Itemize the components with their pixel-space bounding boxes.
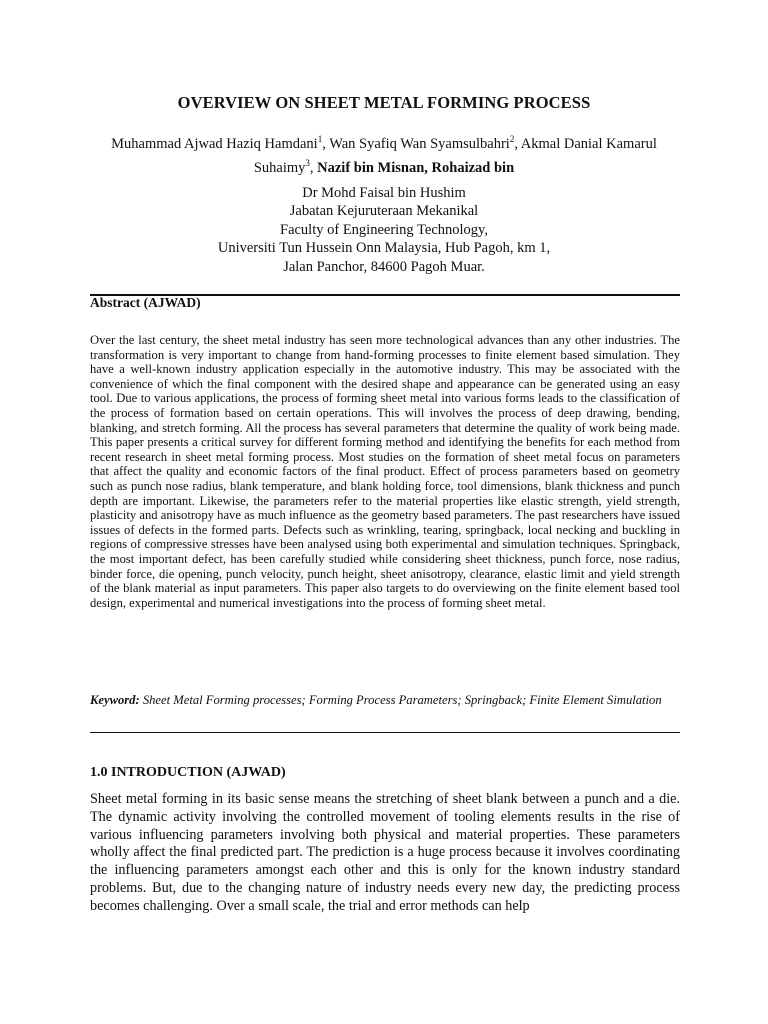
keyword-list: Sheet Metal Forming processes; Forming Process Parameters; Springback; Finite Element Simulation bbox=[139, 693, 662, 707]
faculty-name: Faculty of Engineering Technology, bbox=[280, 221, 488, 238]
paper-title: OVERVIEW ON SHEET METAL FORMING PROCESS bbox=[177, 93, 591, 112]
author-bold-names: Nazif bin Misnan, Rohaizad bin bbox=[317, 159, 515, 176]
affiliation-block bbox=[0, 184, 768, 276]
author-2: , Wan Syafiq Wan Syamsulbahri bbox=[322, 135, 510, 152]
keywords-line bbox=[90, 692, 680, 708]
supervisor-name: Dr Mohd Faisal bin Hushim bbox=[302, 185, 466, 201]
abstract-heading: Abstract (AJWAD) bbox=[90, 295, 201, 310]
author-1-affil-mark: 1 bbox=[317, 134, 323, 144]
keyword-label: Keyword: bbox=[90, 693, 140, 707]
author-2-affil-mark: 2 bbox=[509, 134, 515, 144]
abstract-body: Over the last century, the sheet metal industry has seen more technological advances than any other industries. The transformation is very important to change from hand-forming processes to finite element based simulation. They have a well-known industry application especially in the automotive industry. This may be associated with the convenience of which the final component with the desired shape and appearance can be generated using an easy tool. Due to various applications, the process of forming sheet metal into various forms leads to the classification of the process of formation based on certain operations. This will involves the process of deep drawing, bending, blanking, and stretch forming. All the process has several parameters that determine the quality of work being made. This paper presents a critical survey for different forming method and identifying the benefits for each method from recent research in sheet metal forming process. Most studies on the formation of sheet metal focus on parameters that affect the quality and economic factors of the final product. Effect of process parameters based on geometry such as punch nose radius, blank temperature, and blank holding force, tool dimensions, blank thickness and punch depth are important. Likewise, the parameters refer to the material properties like elastic strength, yield strength, plasticity and anisotropy have as much influence as the geometry based parameters. The past researchers have issued issues of defects in the formed parts. Defects such as wrinkling, tearing, springback, local necking and buckling in regions of compressive stresses have been analysed using both experimental and simulation techniques. Springback, the most important defect, has been carefully studied while considering sheet thickness, punch force, nose radius, binder force, die opening, punch velocity, punch height, sheet anisotropy, clearance, elastic limit and yield strength of the blank material as input parameters. This paper also targets to do overviewing on the finite element based tool design, experimental and numerical investigations into the process of forming sheet metal. bbox=[90, 333, 680, 610]
introduction-heading: 1.0 INTRODUCTION (AJWAD) bbox=[90, 765, 286, 780]
author-1: Muhammad Ajwad Haziq Hamdani bbox=[111, 135, 318, 152]
author-3-affil-mark: 3 bbox=[305, 157, 310, 168]
abstract-bottom-divider bbox=[90, 732, 680, 733]
postal-address: Jalan Panchor, 84600 Pagoh Muar. bbox=[283, 258, 485, 275]
introduction-body: Sheet metal forming in its basic sense means the stretching of sheet blank between a punch and a die. The dynamic activity involving the controlled movement of tooling elements results in the rise of various influencing parameters involving both physical and material properties. These parameters wholly affect the final predicted part. The prediction is a huge process because it involves coordinating the influencing parameters amongst each other and this is only for the known industry standard problems. But, due to the changing nature of industry needs every new day, the predicting process becomes challenging. Over a small scale, the trial and error methods can help bbox=[90, 791, 680, 914]
author-separator: , bbox=[309, 159, 318, 176]
author-3: , Akmal Danial Kamarul Suhaimy bbox=[253, 135, 657, 176]
department-name: Jabatan Kejuruteraan Mekanikal bbox=[289, 203, 479, 220]
university-address: Universiti Tun Hussein Onn Malaysia, Hub Pagoh, km 1, bbox=[217, 240, 551, 257]
author-list bbox=[80, 130, 688, 178]
